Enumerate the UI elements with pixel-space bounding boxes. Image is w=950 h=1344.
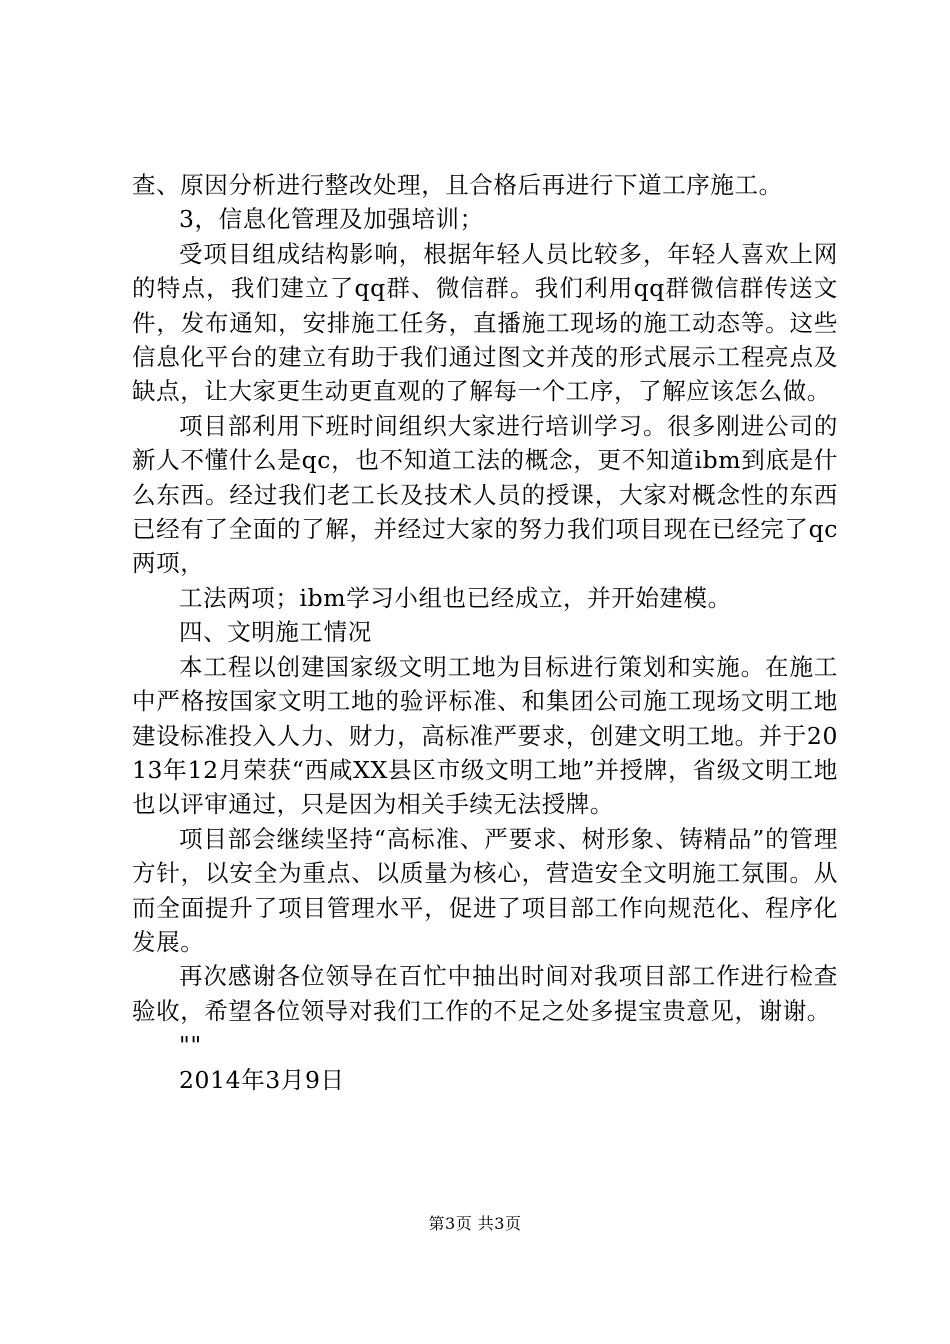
- document-body: [132, 168, 838, 1097]
- page-footer: 第3页 共3页: [428, 1214, 522, 1233]
- paragraph-1: 查、原因分析进行整改处理，且合格后再进行下道工序施工。: [132, 171, 783, 199]
- paragraph-4: 项目部利用下班时间组织大家进行培训学习。很多刚进公司的新人不懂什么是qc，也不知道工法的概念，更不知道ibm到底是什么东西。经过我们老工长及技术人员的授课，大家对概念性的东西已经有了全面的了解，并经过大家的努力我们项目现在已经完了qc两项，: [132, 411, 838, 578]
- section-heading: 四、文明施工情况: [179, 618, 372, 647]
- paragraph-2: 3，信息化管理及加强培训；: [179, 205, 484, 234]
- paragraph-9: 再次感谢各位领导在百忙中抽出时间对我项目部工作进行检查验收，希望各位领导对我们工作的不足之处多提宝贵意见，谢谢。: [132, 962, 838, 1025]
- paragraph-3: 受项目组成结构影响，根据年轻人员比较多，年轻人喜欢上网的特点，我们建立了qq群、微信群。我们利用qq群微信群传送文件，发布通知，安排施工任务，直播施工现场的施工动态等。这些信息化平台的建立有助于我们通过图文并茂的形式展示工程亮点及缺点，让大家更生动更直观的了解每一个工序，了解应该怎么做。: [132, 239, 838, 406]
- document-date: 2014年3月9日: [179, 1065, 345, 1094]
- paragraph-8: 项目部会继续坚持“高标准、严要求、树形象、铸精品”的管理方针，以安全为重点、以质量为核心，营造安全文明施工氛围。从而全面提升了项目管理水平，促进了项目部工作向规范化、程序化发展。: [132, 824, 838, 956]
- paragraph-5: 工法两项；ibm学习小组也已经成立，并开始建模。: [179, 583, 732, 612]
- quote-marks: "": [179, 1031, 202, 1060]
- paragraph-7: 本工程以创建国家级文明工地为目标进行策划和实施。在施工中严格按国家文明工地的验评标准、和集团公司施工现场文明工地建设标准投入人力、财力，高标准严要求，创建文明工地。并于2013年12月荣获“西咸XX县区市级文明工地”并授牌，省级文明工地也以评审通过，只是因为相关手续无法授牌。: [132, 652, 838, 819]
